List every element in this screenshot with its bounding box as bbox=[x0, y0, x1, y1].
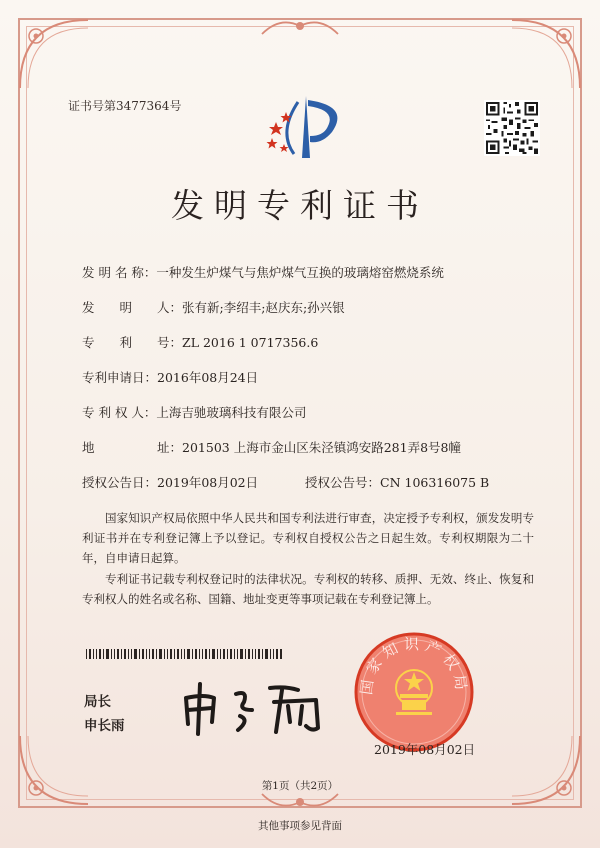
director-name: 申长雨 bbox=[84, 718, 125, 734]
corner-ornament-icon bbox=[506, 730, 586, 810]
field-address bbox=[82, 438, 461, 456]
field-value: 201503 上海市金山区朱泾镇鸿安路281弄8号8幢 bbox=[182, 440, 461, 455]
field-label: 专 利 号： bbox=[82, 335, 183, 350]
footer-note: 其他事项参见背面 bbox=[258, 820, 342, 832]
field-value: 2016年08月24日 bbox=[157, 370, 259, 385]
field-value: 一种发生炉煤气与焦炉煤气互换的玻璃熔窑燃烧系统 bbox=[156, 265, 444, 280]
field-value: CN 106316075 B bbox=[380, 475, 490, 490]
director-signature-icon bbox=[178, 676, 338, 738]
cnipa-logo-icon bbox=[258, 92, 354, 162]
field-filing-date bbox=[82, 368, 258, 386]
field-value: 2019年08月02日 bbox=[157, 475, 259, 490]
field-label: 授权公告号： bbox=[305, 475, 381, 490]
field-label: 地 址： bbox=[82, 440, 183, 455]
field-inventor bbox=[82, 298, 345, 316]
corner-ornament-icon bbox=[14, 14, 94, 94]
issue-date: 2019年08月02日 bbox=[374, 742, 476, 757]
field-value: 张有新;李绍丰;赵庆东;孙兴银 bbox=[182, 300, 345, 315]
top-ornament-icon bbox=[260, 14, 340, 40]
field-invention-name bbox=[82, 263, 444, 281]
director-title: 局长 bbox=[84, 694, 111, 710]
notice-paragraph-2: 专利证书记载专利权登记时的法律状况。专利权的转移、质押、无效、终止、恢复和专利权人的姓名或名称、国籍、地址变更等事项记载在专利登记簿上。 bbox=[82, 572, 534, 606]
field-grant-number bbox=[305, 473, 489, 491]
corner-ornament-icon bbox=[506, 14, 586, 94]
corner-ornament-icon bbox=[14, 730, 94, 810]
field-label: 发 明 人： bbox=[82, 300, 183, 315]
field-label: 发 明 名 称： bbox=[82, 265, 157, 280]
field-grant-date bbox=[82, 473, 258, 491]
field-value: 上海吉驰玻璃科技有限公司 bbox=[156, 405, 307, 420]
seal-text: 国家知识产权局 bbox=[357, 635, 471, 696]
field-value: ZL 2016 1 0717356.6 bbox=[182, 335, 319, 350]
field-patent-number bbox=[82, 333, 318, 351]
official-seal-icon bbox=[352, 630, 476, 754]
field-label: 授权公告日： bbox=[82, 475, 158, 490]
notice-paragraph-1: 国家知识产权局依照中华人民共和国专利法进行审查，决定授予专利权，颁发发明专利证书并在专利登记簿上予以登记。专利权自授权公告之日起生效。专利权期限为二十年，自申请日起算。 bbox=[82, 511, 534, 565]
field-label: 专 利 权 人： bbox=[82, 405, 157, 420]
certificate-number: 证书号第3477364号 bbox=[68, 99, 182, 113]
page-number: 第1页（共2页） bbox=[261, 780, 339, 792]
field-patentee bbox=[82, 403, 306, 421]
qr-code-icon bbox=[484, 100, 540, 156]
field-label: 专利申请日： bbox=[82, 370, 158, 385]
barcode-icon bbox=[86, 649, 282, 659]
certificate-title: 发明专利证书 bbox=[171, 186, 429, 225]
